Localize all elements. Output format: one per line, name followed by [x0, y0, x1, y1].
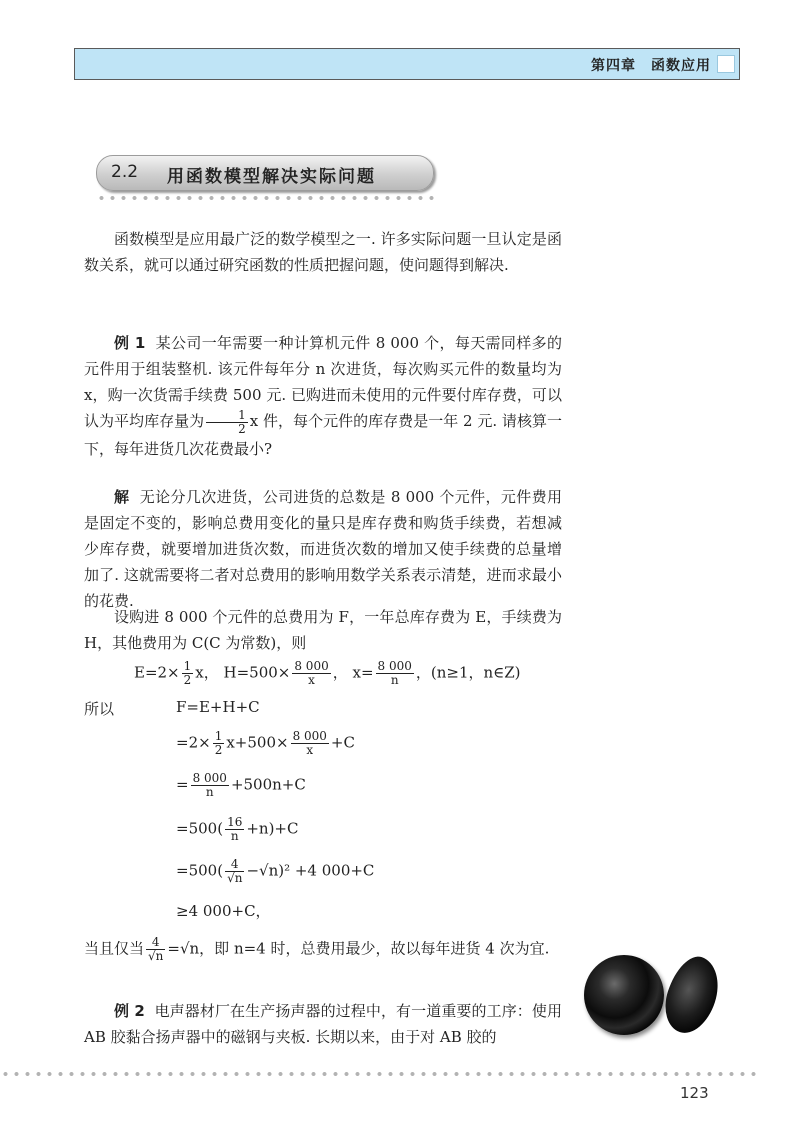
solution-label: 解	[114, 488, 130, 506]
eq3-part-a: =2×	[176, 733, 211, 752]
fraction-denominator: 2	[238, 421, 246, 436]
fraction-4-over-sqrt-n-final	[146, 936, 165, 963]
suoyi-label: 所以	[84, 700, 115, 718]
fraction-denominator: √n	[227, 871, 243, 885]
solution-text: 无论分几次进货，公司进货的总数是 8 000 个元件，元件费用是固定不变的，影响总费用变化的量只是库存费和购货手续费，若想减少库存费，就要增加进货次数，而进货次数的增加又使手续费的总量增加了. 这就需要将二者对总费用的影响用数学关系表示清楚，进而求最小的花费.	[84, 488, 562, 610]
eq5-part-b: +n)+C	[246, 819, 299, 838]
fraction-denominator: x	[306, 743, 314, 757]
footer-dotted-divider	[0, 1072, 760, 1076]
equation-conclusion	[84, 936, 549, 963]
eq4-part-b: +500n+C	[230, 775, 306, 794]
equation-line-6	[176, 858, 374, 885]
fraction-8000-over-x-eq3	[291, 730, 329, 757]
eq1-part-a: E=2×	[134, 663, 180, 682]
fraction-numerator: 8 000	[292, 729, 327, 743]
section-banner	[96, 155, 434, 191]
fraction-denominator: 2	[214, 743, 223, 757]
header-square-decoration	[717, 55, 735, 73]
example-1-text-b: x 件，每个元件的库存费是一年 2 元. 请核算一下，每年进货几次花费最小?	[84, 412, 562, 458]
example-1	[84, 330, 562, 462]
equation-line-2: F=E+H+C	[176, 698, 260, 716]
eq5-part-a: =500(	[176, 819, 224, 838]
conclusion-part-b: =√n，即 n=4 时，总费用最少，故以每年进货 4 次为宜.	[167, 939, 550, 958]
eq6-part-a: =500(	[176, 861, 224, 880]
fraction-denominator: √n	[148, 949, 164, 963]
intro-paragraph: 函数模型是应用最广泛的数学模型之一. 许多实际问题一旦认定是函数关系，就可以通过研究函数的性质把握问题，使问题得到解决.	[84, 230, 562, 274]
fraction-numerator: 1	[206, 409, 248, 423]
example-1-text-a: 某公司一年需要一种计算机元件 8 000 个，每天需同样多的元件用于组装整机. 该元件每年分 n 次进货，每次购买元件的数量均为 x，购一次货需手续费 500 元. 已购进而未使用的元件要付库存费，可以认为平均库存量为	[84, 334, 562, 430]
example-1-label: 例 1	[114, 334, 146, 352]
example-2-label: 例 2	[114, 1002, 145, 1020]
eq6-part-b: −√n)² +4 000+C	[246, 861, 375, 880]
section-title: 用函数模型解决实际问题	[167, 167, 376, 187]
chapter-header-bar	[74, 48, 740, 80]
eq1-part-c: ， x=	[332, 663, 374, 682]
fraction-numerator: 16	[227, 815, 243, 829]
eq4-equals: =	[176, 775, 189, 794]
section-dotted-divider	[96, 196, 436, 200]
eq1-part-b: x， H=500×	[195, 663, 291, 682]
equation-line-1	[134, 660, 521, 687]
fraction-denominator: n	[390, 673, 399, 687]
speaker-front-image	[584, 955, 664, 1035]
eq3-part-b: x+500×	[226, 733, 289, 752]
fraction-4-over-sqrt-n	[225, 858, 244, 885]
fraction-denominator: 2	[183, 673, 192, 687]
fraction-numerator: 4	[146, 936, 165, 950]
equation-line-3	[176, 730, 355, 757]
example-2	[84, 998, 562, 1050]
example-2-text: 电声器材厂在生产扬声器的过程中，有一道重要的工序：使用 AB 胶黏合扬声器中的磁钢与夹板. 长期以来，由于对 AB 胶的	[84, 1002, 562, 1046]
eq3-part-c: +C	[330, 733, 355, 752]
fraction-numerator: 8 000	[377, 659, 412, 673]
solution-setup: 设购进 8 000 个元件的总费用为 F，一年总库存费为 E，手续费为 H，其他费用为 C(C 为常数)，则	[84, 608, 562, 652]
fraction-numerator: 1	[183, 659, 192, 673]
fraction-denominator: x	[308, 673, 315, 687]
fraction-denominator: n	[230, 829, 239, 843]
fraction-numerator: 1	[214, 729, 223, 743]
equation-line-4	[176, 772, 306, 799]
fraction-one-half-eq	[182, 660, 194, 687]
fraction-8000-over-n	[376, 660, 414, 687]
fraction-one-half	[206, 409, 248, 436]
conclusion-part-a: 当且仅当	[84, 939, 145, 958]
solution-paragraph	[84, 484, 562, 614]
fraction-numerator: 8 000	[294, 659, 329, 673]
page-number: 123	[680, 1084, 709, 1102]
eq1-part-d: ，(n≥1，n∈Z)	[415, 663, 521, 682]
equation-line-5	[176, 816, 298, 843]
fraction-denominator: n	[205, 785, 214, 799]
fraction-16-over-n	[225, 816, 244, 843]
section-number: 2.2	[111, 162, 139, 182]
chapter-title: 第四章 函数应用	[591, 58, 711, 74]
fraction-numerator: 8 000	[192, 771, 227, 785]
fraction-8000-over-x	[292, 660, 330, 687]
fraction-8000-over-n-eq4	[191, 772, 229, 799]
fraction-one-half-eq3	[213, 730, 225, 757]
speaker-side-image	[657, 950, 727, 1039]
fraction-numerator: 4	[225, 858, 244, 872]
equation-line-7: ≥4 000+C，	[176, 902, 271, 920]
